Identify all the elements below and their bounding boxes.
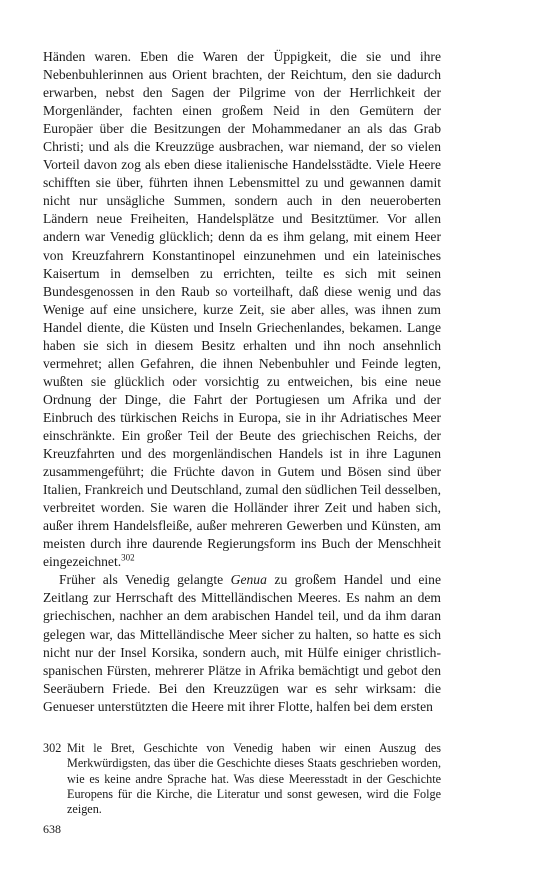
paragraph-1-text: Händen waren. Eben die Waren der Üppigkeit, die sie und ihre Nebenbuhlerinnen aus Orient brachten, der Reichtum, den sie dadurch erwarben, nebst den Sagen der Pilgrime von der Herrlichkeit der Morgenländer, fachten einen großem Neid in den Gemütern der Europäer über die Besitzungen der Mohammedaner an als das Grab Christi; und als die Kreuzzüge ausbrachen, war niemand, der so vielen Vorteil davon zog als eben diese italienische Handelsstädte. Viele Heere schifften sie über, führten ihnen Lebensmittel zu und gewannen damit nicht nur unsägliche Summen, sondern auch in den neueroberten Ländern neue Freiheiten, Handelsplätze und Besitztümer. Vor allen andern war Venedig glücklich; denn da es ihm gelang, mit einem Heer von Kreuzfahrern Konstantinopel einzunehmen und ein lateinisches Kaisertum in demselben zu errichten, teilte es sich mit seinen Bundesgenossen in den Raub so vorteilhaft, daß diese wenig und das Wenige auf eine unsichere, kurze Zeit, sie aber alles, was ihnen zum Handel diente, die Küsten und Inseln Griechenlandes, bekamen. Lange haben sie sich in diesem Besitz erhalten und ihn noch ansehnlich vermehret; allen Gefahren, die ihnen Nebenbuhler und Feinde legten, wußten sie glücklich oder vorsichtig zu entweichen, bis eine neue Ordnung der Dinge, die Fahrt der Portugiesen um Afrika und der Einbruch des türkischen Reichs in Europa, sie in ihr Adriatisches Meer einschränkte. Ein großer Teil der Beute des griechischen Reichs, der Kreuzfahrten und des morgenländischen Handels ist in ihre Lagunen zusammengeführt; die Früchte davon in Gutem und Bösen sind über Italien, Frankreich und Deutschland, zumal den südlichen Teil desselben, verbreitet worden. Sie waren die Holländer ihrer Zeit und haben sich, außer ihrem Handelsfleiße, außer mehreren Gewerben und Künsten, am meisten durch ihre daurende Regierungsform ins Buch der Menschheit eingezeichnet. [43,49,441,570]
main-text [43,48,441,716]
paragraph-2-lead: Früher als Venedig gelangte [59,572,224,588]
emphasis-genua: Genua [230,572,267,588]
paragraph-1 [43,48,441,571]
page-number: 638 [43,822,61,836]
footnote-text: Mit le Bret, Geschichte von Venedig haben wir einen Auszug des Merkwürdigsten, das über die Geschichte dieses Staats geschrieben worden, wie es keine andre Sprache hat. Was diese Meeresstadt in der Geschichte Europens für die Kirche, die Literatur und sonst gewesen, wird die Folge zeigen. [67,741,441,817]
footnote [43,741,441,817]
paragraph-2-text: zu großem Handel und eine Zeitlang zur Herrschaft des Mittelländischen Meeres. Es nahm an dem griechischen, nachher an dem arabischen Handel teil, und da ihm daran gelegen war, das Mittelländische Meer sicher zu halten, so hatte es sich nicht nur der Insel Korsika, sondern auch, mit Hülfe einiger christlich-spanischen Fürsten, mehrerer Plätze in Afrika bemächtigt und gebot den Seeräubern Friede. Bei den Kreuzzügen war es sehr wirksam: die Genueser unterstützten die Heere mit ihrer Flotte, halfen bei dem ersten [43,572,441,714]
footnote-number: 302 [43,741,62,755]
paragraph-2 [43,571,441,715]
footnote-reference: 302 [121,552,135,563]
